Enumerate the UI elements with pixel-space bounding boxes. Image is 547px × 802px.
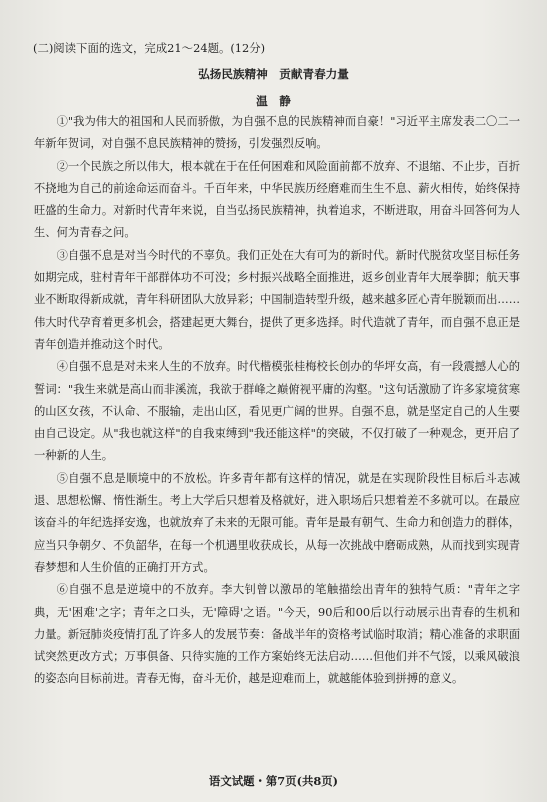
paragraph-5: ⑤自强不息是顺境中的不放松。许多青年都有这样的情况，就是在实现阶段性目标后斗志减退、思想松懈、惰性渐生。考上大学后只想着及格就好，进入职场后只想着差不多就可以。在最应该奋斗的年纪选择安逸，也就放弃了未来的无限可能。青年是最有朝气、生命力和创造力的群体，应当只争朝夕、不负韶华，在每一个机遇里收获成长，从每一次挑战中磨砺成熟，从而找到实现青春梦想和人生价值的正确打开方式。 [34,471,520,574]
paragraph-6: ⑥自强不息是逆境中的不放弃。李大钊曾以激昂的笔触描绘出青年的独特气质："青年之字典，无'困难'之字；青年之口头，无'障碍'之语。"今天，90后和00后以行动展示出青春的生机和力量。新冠肺炎疫情打乱了许多人的发展节奏：备战半年的资格考试临时取消；精心准备的求职面试突然更改方式；万事俱备、只待实施的工作方案始终无法启动……但他们并不气馁，以乘风破浪的姿态向目标前进。青春无悔，奋斗无价，越是迎难而上，就越能体验到拼搏的意义。 [34,583,520,686]
page-footer: 语文试题・第7页(共8页) [208,774,339,788]
article-title: 弘扬民族精神 贡献青春力量 [198,67,349,81]
paragraph-3: ③自强不息是对当今时代的不辜负。我们正处在大有可为的新时代。新时代脱贫攻坚目标任务如期完成，驻村青年干部群体功不可没；乡村振兴战略全面推进，返乡创业青年大展拳脚；航天事业不断取得新成就，青年科研团队大放异彩；中国制造转型升级，越来越多匠心青年脱颖而出……伟大时代孕育着更多机会，搭建起更大舞台，提供了更多选择。时代造就了青年，而自强不息正是青年创造并推动这个时代。 [34,248,520,351]
question-intro: (二)阅读下面的选文，完成21～24题。(12分) [33,41,266,55]
article-body [34,111,520,691]
paragraph-4: ④自强不息是对未来人生的不放弃。时代楷模张桂梅校长创办的华坪女高，有一段震撼人心的誓词："我生来就是高山而非溪流，我欲于群峰之巅俯视平庸的沟壑。"这句话激励了许多家境贫寒的山区女孩，不认命、不服输，走出山区，看见更广阔的世界。自强不息，就是坚定自己的人生要由自己设定。从"我也就这样"的自我束缚到"我还能这样"的突破，不仅打破了一种观念，更开启了一种新的人生。 [34,360,520,463]
paragraph-2: ②一个民族之所以伟大，根本就在于在任何困难和风险面前都不放弃、不退缩、不止步，百折不挠地为自己的前途命运而奋斗。千百年来，中华民族历经磨难而生生不息、薪火相传，始终保持旺盛的生命力。对新时代青年来说，自当弘扬民族精神，执着追求，不断进取，用奋斗回答何为人生、何为青春之问。 [34,159,520,240]
paragraph-1: ①"我为伟大的祖国和人民而骄傲，为自强不息的民族精神而自豪！"习近平主席发表二〇二一年新年贺词，对自强不息民族精神的赞扬，引发强烈反响。 [34,115,520,151]
article-author: 温 静 [256,94,291,108]
